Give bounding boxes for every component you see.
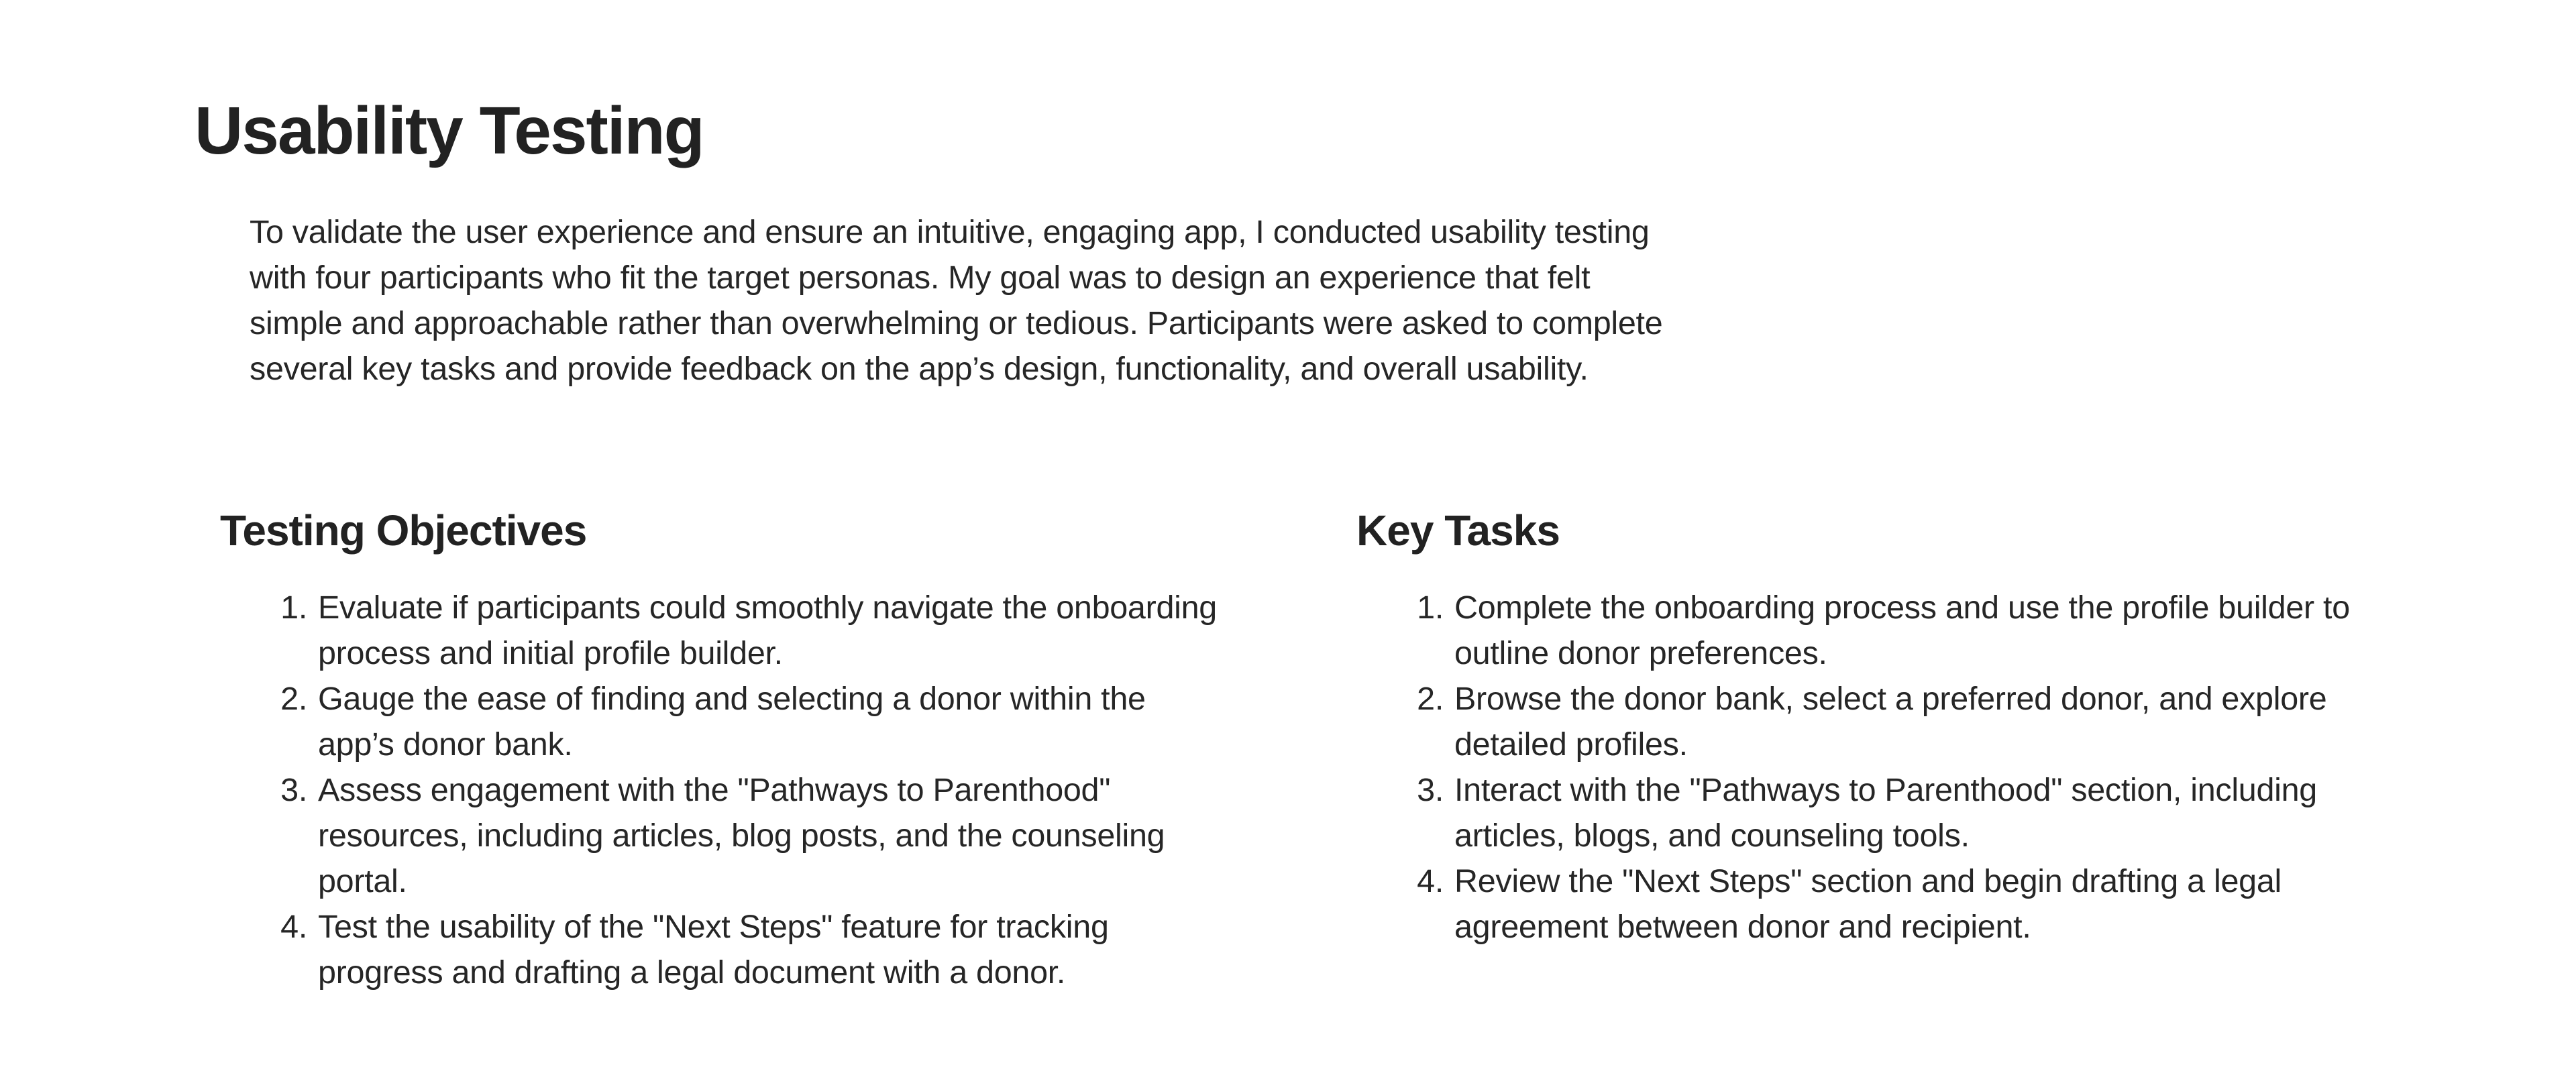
list-item-text: Browse the donor bank, select a preferred donor, and explore detailed profiles. (1454, 681, 2327, 763)
list-item (220, 585, 1226, 676)
list-item-text: Complete the onboarding process and use the profile builder to outline donor preferences. (1454, 589, 2350, 671)
key-tasks-list (1356, 585, 2363, 950)
list-item-number: 3. (1417, 772, 1444, 808)
testing-objectives-section (220, 500, 1226, 995)
list-item-text: Test the usability of the "Next Steps" feature for tracking progress and drafting a legal document with a donor. (318, 909, 1109, 991)
list-item-text: Review the "Next Steps" section and begin drafting a legal agreement between donor and recipient. (1454, 863, 2282, 945)
list-item (1356, 585, 2363, 676)
list-item (1356, 767, 2363, 858)
list-item-text: Interact with the "Pathways to Parenthood" section, including articles, blogs, and counseling tools. (1454, 772, 2317, 854)
list-item (220, 904, 1226, 995)
key-tasks-heading: Key Tasks (1356, 506, 1560, 555)
list-item-text: Evaluate if participants could smoothly navigate the onboarding process and initial profile builder. (318, 589, 1217, 671)
list-item-number: 4. (1417, 863, 1444, 899)
list-item-number: 2. (1417, 681, 1444, 717)
list-item (220, 676, 1226, 767)
list-item-number: 2. (280, 681, 307, 717)
list-item-number: 3. (280, 772, 307, 808)
list-item-number: 1. (1417, 589, 1444, 626)
list-item (1356, 676, 2363, 767)
intro-paragraph: To validate the user experience and ensure an intuitive, engaging app, I conducted usability testing with four participants who fit the target personas. My goal was to design an experience that felt simple and approachable rather than overwhelming or tedious. Participants were asked to complete several key tasks and provide feedback on the app’s design, functionality, and overall usability. (250, 214, 1663, 387)
testing-objectives-list (220, 585, 1226, 995)
list-item-number: 4. (280, 909, 307, 945)
list-item (220, 767, 1226, 904)
list-item-text: Assess engagement with the "Pathways to Parenthood" resources, including articles, blog posts, and the counseling portal. (318, 772, 1165, 899)
page-title: Usability Testing (195, 93, 704, 168)
list-item-text: Gauge the ease of finding and selecting a donor within the app’s donor bank. (318, 681, 1146, 763)
list-item (1356, 858, 2363, 950)
testing-objectives-heading: Testing Objectives (220, 506, 587, 555)
list-item-number: 1. (280, 589, 307, 626)
key-tasks-section (1356, 500, 2363, 950)
